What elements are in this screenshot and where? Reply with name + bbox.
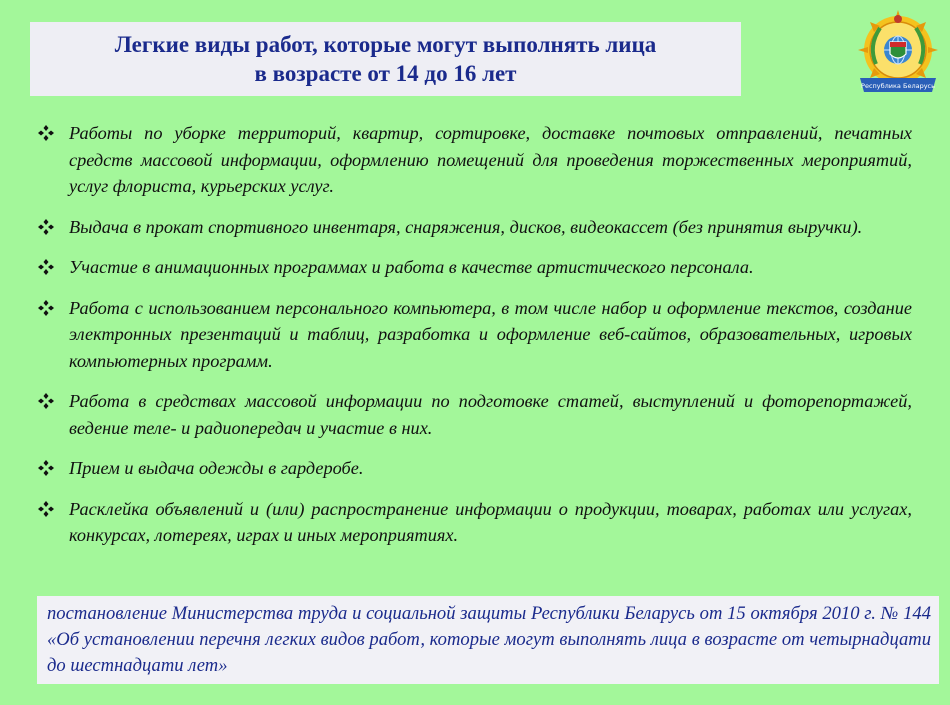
- page-title-line-1: Легкие виды работ, которые могут выполнять лица: [114, 32, 657, 57]
- list-item: [38, 295, 912, 375]
- four-diamond-bullet-icon: [38, 501, 54, 517]
- list-item-text: Прием и выдача одежды в гардеробе.: [69, 458, 364, 478]
- legal-reference-text: постановление Министерства труда и социальной защиты Республики Беларусь от 15 октября 2010 г. № 144 «Об установлении перечня легких видов работ, которые могут выполнять лица в возрасте от четырнадцати до шестнадцати лет»: [47, 603, 931, 676]
- list-item-text: Работа в средствах массовой информации по подготовке статей, выступлений и фоторепортажей, ведение теле- и радиопередач и участие в них.: [69, 391, 912, 438]
- title-box: [30, 22, 741, 96]
- list-item: [38, 388, 912, 441]
- four-diamond-bullet-icon: [38, 393, 54, 409]
- list-item: [38, 455, 912, 482]
- page-title-line-2: в возрасте от 14 до 16 лет: [254, 61, 517, 86]
- list-item-text: Расклейка объявлений и (или) распространение информации о продукции, товарах, работах или услугах, конкурсах, лотереях, играх и иных мероприятиях.: [69, 498, 912, 545]
- four-diamond-bullet-icon: [38, 219, 54, 235]
- list-item-text: Работы по уборке территорий, квартир, сортировке, доставке почтовых отправлений, печатных средств массовой информации, оформлению помещений для проведения торжественных мероприятий, услуг флориста, курьерских услуг.: [69, 123, 912, 196]
- list-item: [38, 496, 912, 549]
- list-item-text: Выдача в прокат спортивного инвентаря, снаряжения, дисков, видеокассет (без принятия выручки).: [69, 216, 863, 237]
- four-diamond-bullet-icon: [38, 300, 54, 316]
- list-item-text: Участие в анимационных программах и работа в качестве артистического персонала.: [69, 257, 754, 277]
- list-item-text: Работа с использованием персонального компьютера, в том числе набор и оформление текстов, создание электронных презентаций и таблиц, разработка и оформление веб-сайтов, образовательных, игровых компьютерных программ.: [69, 297, 912, 371]
- list-item: [38, 120, 912, 200]
- belarus-labor-ministry-emblem-icon: [856, 6, 940, 96]
- four-diamond-bullet-icon: [38, 460, 54, 476]
- four-diamond-bullet-icon: [38, 259, 54, 275]
- emblem-caption: Республика Беларусь: [861, 82, 935, 90]
- list-item: [38, 254, 912, 281]
- legal-reference-box: [37, 596, 939, 684]
- list-item: [38, 214, 912, 241]
- work-types-list: [38, 120, 912, 549]
- four-diamond-bullet-icon: [38, 125, 54, 141]
